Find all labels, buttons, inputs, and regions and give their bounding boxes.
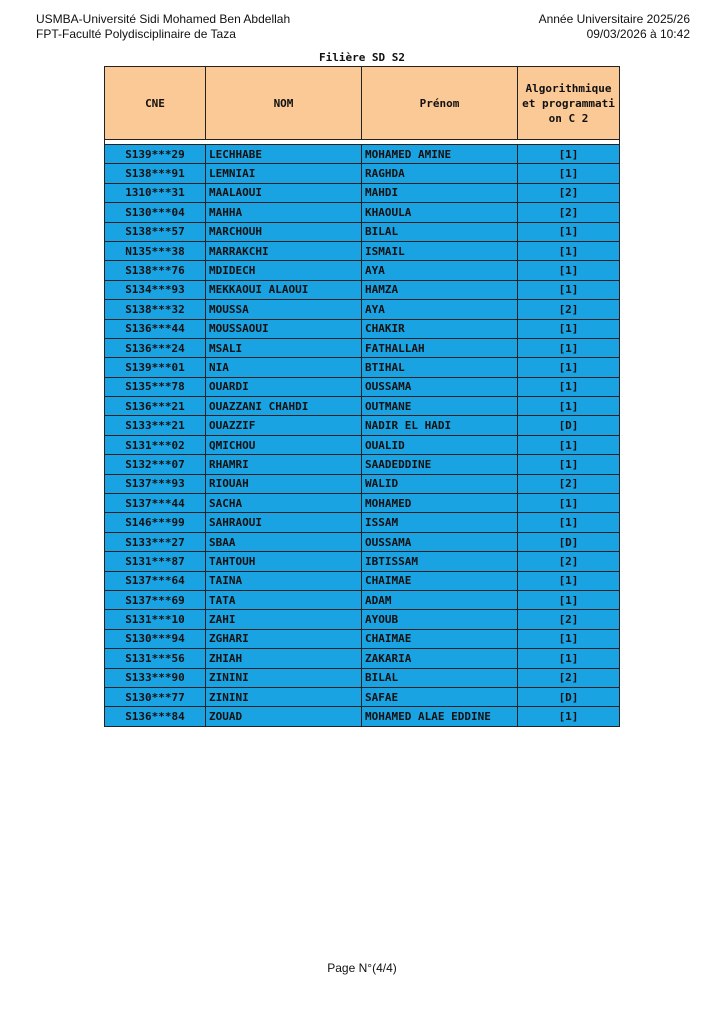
- academic-year: Année Universitaire 2025/26: [538, 12, 690, 26]
- cne-cell: S133***90: [105, 668, 206, 687]
- cne-cell: S130***04: [105, 203, 206, 222]
- cne-cell: S136***21: [105, 397, 206, 416]
- cne-cell: S132***07: [105, 455, 206, 474]
- result-cell: [1]: [518, 241, 620, 260]
- cne-cell: S137***69: [105, 590, 206, 609]
- result-cell: [1]: [518, 590, 620, 609]
- prenom-cell: ISSAM: [362, 513, 518, 532]
- nom-cell: TAINA: [206, 571, 362, 590]
- table-row: [105, 261, 620, 280]
- prenom-cell: SAADEDDINE: [362, 455, 518, 474]
- prenom-cell: OUTMANE: [362, 397, 518, 416]
- cne-cell: 1310***31: [105, 183, 206, 202]
- table-row: [105, 474, 620, 493]
- nom-cell: MARRAKCHI: [206, 241, 362, 260]
- result-cell: [1]: [518, 435, 620, 454]
- cne-cell: S137***64: [105, 571, 206, 590]
- column-header-module: Algorithmique et programmation C 2: [518, 67, 620, 140]
- table-row: [105, 319, 620, 338]
- cne-cell: S134***93: [105, 280, 206, 299]
- prenom-cell: OUSSAMA: [362, 377, 518, 396]
- prenom-cell: FATHALLAH: [362, 338, 518, 357]
- result-cell: [1]: [518, 261, 620, 280]
- prenom-cell: CHAIMAE: [362, 629, 518, 648]
- prenom-cell: AYA: [362, 261, 518, 280]
- nom-cell: ZININI: [206, 668, 362, 687]
- prenom-cell: OUALID: [362, 435, 518, 454]
- prenom-cell: ADAM: [362, 590, 518, 609]
- prenom-cell: AYOUB: [362, 610, 518, 629]
- table-body: [105, 140, 620, 727]
- prenom-cell: BTIHAL: [362, 358, 518, 377]
- result-cell: [1]: [518, 319, 620, 338]
- cne-cell: S131***10: [105, 610, 206, 629]
- cne-cell: S131***02: [105, 435, 206, 454]
- table-row: [105, 687, 620, 706]
- prenom-cell: HAMZA: [362, 280, 518, 299]
- nom-cell: SACHA: [206, 494, 362, 513]
- nom-cell: ZHIAH: [206, 649, 362, 668]
- result-cell: [1]: [518, 455, 620, 474]
- table-row: [105, 629, 620, 648]
- result-cell: [1]: [518, 571, 620, 590]
- table-row: [105, 455, 620, 474]
- result-cell: [1]: [518, 280, 620, 299]
- result-cell: [D]: [518, 687, 620, 706]
- result-cell: [1]: [518, 513, 620, 532]
- nom-cell: MDIDECH: [206, 261, 362, 280]
- faculty-name: FPT-Faculté Polydisciplinaire de Taza: [36, 27, 236, 41]
- prenom-cell: NADIR EL HADI: [362, 416, 518, 435]
- cne-cell: S139***29: [105, 145, 206, 164]
- table-row: [105, 513, 620, 532]
- table-row: [105, 610, 620, 629]
- prenom-cell: SAFAE: [362, 687, 518, 706]
- table-row: [105, 164, 620, 183]
- prenom-cell: AYA: [362, 300, 518, 319]
- nom-cell: MAHHA: [206, 203, 362, 222]
- table-row: [105, 222, 620, 241]
- prenom-cell: RAGHDA: [362, 164, 518, 183]
- nom-cell: LEMNIAI: [206, 164, 362, 183]
- nom-cell: ZOUAD: [206, 707, 362, 726]
- nom-cell: OUAZZIF: [206, 416, 362, 435]
- table-row: [105, 590, 620, 609]
- result-cell: [2]: [518, 203, 620, 222]
- cne-cell: N135***38: [105, 241, 206, 260]
- prenom-cell: OUSSAMA: [362, 532, 518, 551]
- prenom-cell: ISMAIL: [362, 241, 518, 260]
- table-row: [105, 300, 620, 319]
- table-row: [105, 338, 620, 357]
- university-name: USMBA-Université Sidi Mohamed Ben Abdellah: [36, 12, 291, 26]
- nom-cell: TATA: [206, 590, 362, 609]
- table-header-row: [105, 67, 620, 140]
- result-cell: [1]: [518, 377, 620, 396]
- table-row: [105, 183, 620, 202]
- nom-cell: ZININI: [206, 687, 362, 706]
- cne-cell: S136***84: [105, 707, 206, 726]
- result-cell: [1]: [518, 397, 620, 416]
- nom-cell: SBAA: [206, 532, 362, 551]
- result-cell: [1]: [518, 494, 620, 513]
- prenom-cell: BILAL: [362, 222, 518, 241]
- column-header-nom: NOM: [206, 67, 362, 140]
- cne-cell: S138***32: [105, 300, 206, 319]
- cne-cell: S136***44: [105, 319, 206, 338]
- prenom-cell: MOHAMED ALAE EDDINE: [362, 707, 518, 726]
- prenom-cell: MOHAMED: [362, 494, 518, 513]
- table-row: [105, 668, 620, 687]
- prenom-cell: BILAL: [362, 668, 518, 687]
- nom-cell: MAALAOUI: [206, 183, 362, 202]
- nom-cell: MARCHOUH: [206, 222, 362, 241]
- cne-cell: S130***77: [105, 687, 206, 706]
- prenom-cell: CHAKIR: [362, 319, 518, 338]
- result-cell: [2]: [518, 552, 620, 571]
- nom-cell: TAHTOUH: [206, 552, 362, 571]
- cne-cell: S130***94: [105, 629, 206, 648]
- result-cell: [2]: [518, 668, 620, 687]
- nom-cell: MOUSSAOUI: [206, 319, 362, 338]
- filiere-title: Filière SD S2: [318, 51, 406, 64]
- table-row: [105, 435, 620, 454]
- print-datetime: 09/03/2026 à 10:42: [586, 27, 690, 41]
- prenom-cell: IBTISSAM: [362, 552, 518, 571]
- nom-cell: RHAMRI: [206, 455, 362, 474]
- nom-cell: NIA: [206, 358, 362, 377]
- table-row: [105, 358, 620, 377]
- nom-cell: QMICHOU: [206, 435, 362, 454]
- cne-cell: S138***91: [105, 164, 206, 183]
- result-cell: [1]: [518, 338, 620, 357]
- nom-cell: OUAZZANI CHAHDI: [206, 397, 362, 416]
- cne-cell: S137***44: [105, 494, 206, 513]
- result-cell: [D]: [518, 532, 620, 551]
- cne-cell: S135***78: [105, 377, 206, 396]
- nom-cell: RIOUAH: [206, 474, 362, 493]
- cne-cell: S138***76: [105, 261, 206, 280]
- result-cell: [2]: [518, 610, 620, 629]
- header-left: [36, 12, 290, 42]
- nom-cell: ZAHI: [206, 610, 362, 629]
- table-row: [105, 145, 620, 164]
- result-cell: [D]: [518, 416, 620, 435]
- nom-cell: MSALI: [206, 338, 362, 357]
- result-cell: [1]: [518, 358, 620, 377]
- result-cell: [1]: [518, 649, 620, 668]
- cne-cell: S138***57: [105, 222, 206, 241]
- cne-cell: S139***01: [105, 358, 206, 377]
- table-row: [105, 416, 620, 435]
- table-row: [105, 649, 620, 668]
- table-row: [105, 203, 620, 222]
- table-row: [105, 241, 620, 260]
- nom-cell: OUARDI: [206, 377, 362, 396]
- page-number: Page N°(4/4): [327, 961, 397, 975]
- results-table: [104, 66, 620, 727]
- table-row: [105, 280, 620, 299]
- column-header-prenom: Prénom: [362, 67, 518, 140]
- table-row: [105, 571, 620, 590]
- cne-cell: S133***21: [105, 416, 206, 435]
- result-cell: [2]: [518, 183, 620, 202]
- table-row: [105, 707, 620, 726]
- result-cell: [1]: [518, 145, 620, 164]
- prenom-cell: MAHDI: [362, 183, 518, 202]
- nom-cell: MOUSSA: [206, 300, 362, 319]
- column-header-cne: CNE: [105, 67, 206, 140]
- header-right: [539, 12, 690, 42]
- cne-cell: S133***27: [105, 532, 206, 551]
- nom-cell: ZGHARI: [206, 629, 362, 648]
- cne-cell: S146***99: [105, 513, 206, 532]
- result-cell: [1]: [518, 164, 620, 183]
- nom-cell: MEKKAOUI ALAOUI: [206, 280, 362, 299]
- cne-cell: S137***93: [105, 474, 206, 493]
- prenom-cell: WALID: [362, 474, 518, 493]
- result-cell: [2]: [518, 300, 620, 319]
- table-row: [105, 552, 620, 571]
- cne-cell: S131***87: [105, 552, 206, 571]
- nom-cell: LECHHABE: [206, 145, 362, 164]
- prenom-cell: CHAIMAE: [362, 571, 518, 590]
- prenom-cell: ZAKARIA: [362, 649, 518, 668]
- nom-cell: SAHRAOUI: [206, 513, 362, 532]
- result-cell: [2]: [518, 474, 620, 493]
- cne-cell: S131***56: [105, 649, 206, 668]
- result-cell: [1]: [518, 222, 620, 241]
- result-cell: [1]: [518, 629, 620, 648]
- table-row: [105, 532, 620, 551]
- prenom-cell: KHAOULA: [362, 203, 518, 222]
- prenom-cell: MOHAMED AMINE: [362, 145, 518, 164]
- table-row: [105, 494, 620, 513]
- table-row: [105, 377, 620, 396]
- result-cell: [1]: [518, 707, 620, 726]
- table-row: [105, 397, 620, 416]
- cne-cell: S136***24: [105, 338, 206, 357]
